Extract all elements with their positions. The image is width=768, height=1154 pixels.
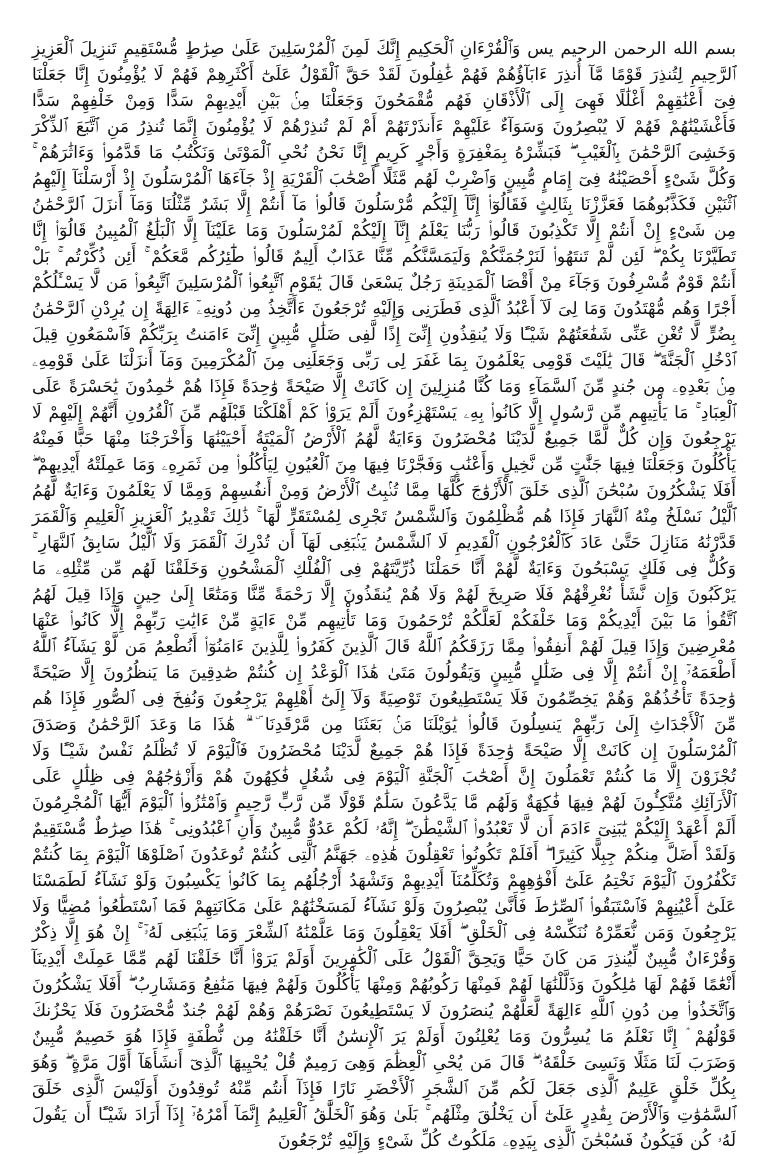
arabic-body-text: بسم الله الرحمن الرحيم يس وَٱلْقُرْءَانِ ٱلْحَكِيمِ إِنَّكَ لَمِنَ ٱلْمُرْسَلِينَ عَلَىٰ صِرَٰطٍ مُّسْتَقِيمٍ تَنزِيلَ ٱلْعَزِيزِ ٱلرَّحِيمِ لِتُنذِرَ قَوْمًا مَّآ أُنذِرَ ءَابَآؤُهُمْ فَهُمْ غَٰفِلُونَ لَقَدْ حَقَّ ٱلْقَوْلُ عَلَىٰٓ أَكْثَرِهِمْ فَهُمْ لَا يُؤْمِنُونَ إِنَّا جَعَلْنَا فِىٓ أَعْنَٰقِهِمْ أَغْلَٰلًا فَهِىَ إِلَى ٱلْأَذْقَانِ فَهُم مُّقْمَحُونَ وَجَعَلْنَا مِنۢ بَيْنِ أَيْدِيهِمْ سَدًّا وَمِنْ خَلْفِهِمْ سَدًّا فَأَغْشَيْنَٰهُمْ فَهُمْ لَا يُبْصِرُونَ وَسَوَآءٌ عَلَيْهِمْ ءَأَنذَرْتَهُمْ أَمْ لَمْ تُنذِرْهُمْ لَا يُؤْمِنُونَ إِنَّمَا تُنذِرُ مَنِ ٱتَّبَعَ ٱلذِّكْرَ وَخَشِىَ ٱلرَّحْمَٰنَ بِٱلْغَيْبِ ۖ فَبَشِّرْهُ بِمَغْفِرَةٍ وَأَجْرٍ كَرِيمٍ إِنَّا نَحْنُ نُحْىِ ٱلْمَوْتَىٰ وَنَكْتُبُ مَا قَدَّمُوا۟ وَءَاثَٰرَهُمْ ۚ وَكُلَّ شَىْءٍ أَحْصَيْنَٰهُ فِىٓ إِمَامٍ مُّبِينٍ وَٱضْرِبْ لَهُم مَّثَلًا أَصْحَٰبَ ٱلْقَرْيَةِ إِذْ جَآءَهَا ٱلْمُرْسَلُونَ إِذْ أَرْسَلْنَآ إِلَيْهِمُ ٱثْنَيْنِ فَكَذَّبُوهُمَا فَعَزَّزْنَا بِثَالِثٍ فَقَالُوٓا۟ إِنَّآ إِلَيْكُم مُّرْسَلُونَ قَالُوا۟ مَآ أَنتُمْ إِلَّا بَشَرٌ مِّثْلُنَا وَمَآ أَنزَلَ ٱلرَّحْمَٰنُ مِن شَىْءٍ إِنْ أَنتُمْ إِلَّا تَكْذِبُونَ قَالُوا۟ رَبُّنَا يَعْلَمُ إِنَّآ إِلَيْكُمْ لَمُرْسَلُونَ وَمَا عَلَيْنَآ إِلَّا ٱلْبَلَٰغُ ٱلْمُبِينُ قَالُوٓا۟ إِنَّا تَطَيَّرْنَا بِكُمْ ۖ لَئِن لَّمْ تَنتَهُوا۟ لَنَرْجُمَنَّكُمْ وَلَيَمَسَّنَّكُم مِّنَّا عَذَابٌ أَلِيمٌ قَالُوا۟ طَٰٓئِرُكُم مَّعَكُمْ ۚ أَئِن ذُكِّرْتُم ۚ بَلْ أَنتُمْ قَوْمٌ مُّسْرِفُونَ وَجَآءَ مِنْ أَقْصَا ٱلْمَدِينَةِ رَجُلٌ يَسْعَىٰ قَالَ يَٰقَوْمِ ٱتَّبِعُوا۟ ٱلْمُرْسَلِينَ ٱتَّبِعُوا۟ مَن لَّا يَسْـَٔلُكُمْ أَجْرًا وَهُم مُّهْتَدُونَ وَمَا لِىَ لَآ أَعْبُدُ ٱلَّذِى فَطَرَنِى وَإِلَيْهِ تُرْجَعُونَ ءَأَتَّخِذُ مِن دُونِهِۦٓ ءَالِهَةً إِن يُرِدْنِ ٱلرَّحْمَٰنُ بِضُرٍّ لَّا تُغْنِ عَنِّى شَفَٰعَتُهُمْ شَيْـًٔا وَلَا يُنقِذُونِ إِنِّىٓ إِذًا لَّفِى ضَلَٰلٍ مُّبِينٍ إِنِّىٓ ءَامَنتُ بِرَبِّكُمْ فَٱسْمَعُونِ قِيلَ ٱدْخُلِ ٱلْجَنَّةَ ۖ قَالَ يَٰلَيْتَ قَوْمِى يَعْلَمُونَ بِمَا غَفَرَ لِى رَبِّى وَجَعَلَنِى مِنَ ٱلْمُكْرَمِينَ وَمَآ أَنزَلْنَا عَلَىٰ قَوْمِهِۦ مِنۢ بَعْدِهِۦ مِن جُندٍ مِّنَ ٱلسَّمَآءِ وَمَا كُنَّا مُنزِلِينَ إِن كَانَتْ إِلَّا صَيْحَةً وَٰحِدَةً فَإِذَا هُمْ خَٰمِدُونَ يَٰحَسْرَةً عَلَى ٱلْعِبَادِ ۚ مَا يَأْتِيهِم مِّن رَّسُولٍ إِلَّا كَانُوا۟ بِهِۦ يَسْتَهْزِءُونَ أَلَمْ يَرَوْا۟ كَمْ أَهْلَكْنَا قَبْلَهُم مِّنَ ٱلْقُرُونِ أَنَّهُمْ إِلَيْهِمْ لَا يَرْجِعُونَ وَإِن كُلٌّ لَّمَّا جَمِيعٌ لَّدَيْنَا مُحْضَرُونَ وَءَايَةٌ لَّهُمُ ٱلْأَرْضُ ٱلْمَيْتَةُ أَحْيَيْنَٰهَا وَأَخْرَجْنَا مِنْهَا حَبًّا فَمِنْهُ يَأْكُلُونَ وَجَعَلْنَا فِيهَا جَنَّٰتٍ مِّن نَّخِيلٍ وَأَعْنَٰبٍ وَفَجَّرْنَا فِيهَا مِنَ ٱلْعُيُونِ لِيَأْكُلُوا۟ مِن ثَمَرِهِۦ وَمَا عَمِلَتْهُ أَيْدِيهِمْ ۖ أَفَلَا يَشْكُرُونَ سُبْحَٰنَ ٱلَّذِى خَلَقَ ٱلْأَزْوَٰجَ كُلَّهَا مِمَّا تُنۢبِتُ ٱلْأَرْضُ وَمِنْ أَنفُسِهِمْ وَمِمَّا لَا يَعْلَمُونَ وَءَايَةٌ لَّهُمُ ٱلَّيْلُ نَسْلَخُ مِنْهُ ٱلنَّهَارَ فَإِذَا هُم مُّظْلِمُونَ وَٱلشَّمْسُ تَجْرِى لِمُسْتَقَرٍّ لَّهَا ۚ ذَٰلِكَ تَقْدِيرُ ٱلْعَزِيزِ ٱلْعَلِيمِ وَٱلْقَمَرَ قَدَّرْنَٰهُ مَنَازِلَ حَتَّىٰ عَادَ كَٱلْعُرْجُونِ ٱلْقَدِيمِ لَا ٱلشَّمْسُ يَنۢبَغِى لَهَآ أَن تُدْرِكَ ٱلْقَمَرَ وَلَا ٱلَّيْلُ سَابِقُ ٱلنَّهَارِ ۚ وَكُلٌّ فِى فَلَكٍ يَسْبَحُونَ وَءَايَةٌ لَّهُمْ أَنَّا حَمَلْنَا ذُرِّيَّتَهُمْ فِى ٱلْفُلْكِ ٱلْمَشْحُونِ وَخَلَقْنَا لَهُم مِّن مِّثْلِهِۦ مَا يَرْكَبُونَ وَإِن نَّشَأْ نُغْرِقْهُمْ فَلَا صَرِيخَ لَهُمْ وَلَا هُمْ يُنقَذُونَ إِلَّا رَحْمَةً مِّنَّا وَمَتَٰعًا إِلَىٰ حِينٍ وَإِذَا قِيلَ لَهُمُ ٱتَّقُوا۟ مَا بَيْنَ أَيْدِيكُمْ وَمَا خَلْفَكُمْ لَعَلَّكُمْ تُرْحَمُونَ وَمَا تَأْتِيهِم مِّنْ ءَايَةٍ مِّنْ ءَايَٰتِ رَبِّهِمْ إِلَّا كَانُوا۟ عَنْهَا مُعْرِضِينَ وَإِذَا قِيلَ لَهُمْ أَنفِقُوا۟ مِمَّا رَزَقَكُمُ ٱللَّهُ قَالَ ٱلَّذِينَ كَفَرُوا۟ لِلَّذِينَ ءَامَنُوٓا۟ أَنُطْعِمُ مَن لَّوْ يَشَآءُ ٱللَّهُ أَطْعَمَهُۥٓ إِنْ أَنتُمْ إِلَّا فِى ضَلَٰلٍ مُّبِينٍ وَيَقُولُونَ مَتَىٰ هَٰذَا ٱلْوَعْدُ إِن كُنتُمْ صَٰدِقِينَ مَا يَنظُرُونَ إِلَّا صَيْحَةً وَٰحِدَةً تَأْخُذُهُمْ وَهُمْ يَخِصِّمُونَ فَلَا يَسْتَطِيعُونَ تَوْصِيَةً وَلَآ إِلَىٰٓ أَهْلِهِمْ يَرْجِعُونَ وَنُفِخَ فِى ٱلصُّورِ فَإِذَا هُم مِّنَ ٱلْأَجْدَاثِ إِلَىٰ رَبِّهِمْ يَنسِلُونَ قَالُوا۟ يَٰوَيْلَنَا مَنۢ بَعَثَنَا مِن مَّرْقَدِنَا ۜ ۗ هَٰذَا مَا وَعَدَ ٱلرَّحْمَٰنُ وَصَدَقَ ٱلْمُرْسَلُونَ إِن كَانَتْ إِلَّا صَيْحَةً وَٰحِدَةً فَإِذَا هُمْ جَمِيعٌ لَّدَيْنَا مُحْضَرُونَ فَٱلْيَوْمَ لَا تُظْلَمُ نَفْسٌ شَيْـًٔا وَلَا تُجْزَوْنَ إِلَّا مَا كُنتُمْ تَعْمَلُونَ إِنَّ أَصْحَٰبَ ٱلْجَنَّةِ ٱلْيَوْمَ فِى شُغُلٍ فَٰكِهُونَ هُمْ وَأَزْوَٰجُهُمْ فِى ظِلَٰلٍ عَلَى ٱلْأَرَآئِكِ مُتَّكِـُٔونَ لَهُمْ فِيهَا فَٰكِهَةٌ وَلَهُم مَّا يَدَّعُونَ سَلَٰمٌ قَوْلًا مِّن رَّبٍّ رَّحِيمٍ وَٱمْتَٰزُوا۟ ٱلْيَوْمَ أَيُّهَا ٱلْمُجْرِمُونَ أَلَمْ أَعْهَدْ إِلَيْكُمْ يَٰبَنِىٓ ءَادَمَ أَن لَّا تَعْبُدُوا۟ ٱلشَّيْطَٰنَ ۖ إِنَّهُۥ لَكُمْ عَدُوٌّ مُّبِينٌ وَأَنِ ٱعْبُدُونِى ۚ هَٰذَا صِرَٰطٌ مُّسْتَقِيمٌ وَلَقَدْ أَضَلَّ مِنكُمْ جِبِلًّا كَثِيرًا ۖ أَفَلَمْ تَكُونُوا۟ تَعْقِلُونَ هَٰذِهِۦ جَهَنَّمُ ٱلَّتِى كُنتُمْ تُوعَدُونَ ٱصْلَوْهَا ٱلْيَوْمَ بِمَا كُنتُمْ تَكْفُرُونَ ٱلْيَوْمَ نَخْتِمُ عَلَىٰٓ أَفْوَٰهِهِمْ وَتُكَلِّمُنَآ أَيْدِيهِمْ وَتَشْهَدُ أَرْجُلُهُم بِمَا كَانُوا۟ يَكْسِبُونَ وَلَوْ نَشَآءُ لَطَمَسْنَا عَلَىٰٓ أَعْيُنِهِمْ فَٱسْتَبَقُوا۟ ٱلصِّرَٰطَ فَأَنَّىٰ يُبْصِرُونَ وَلَوْ نَشَآءُ لَمَسَخْنَٰهُمْ عَلَىٰ مَكَانَتِهِمْ فَمَا ٱسْتَطَٰعُوا۟ مُضِيًّا وَلَا يَرْجِعُونَ وَمَن نُّعَمِّرْهُ نُنَكِّسْهُ فِى ٱلْخَلْقِ ۖ أَفَلَا يَعْقِلُونَ وَمَا عَلَّمْنَٰهُ ٱلشِّعْرَ وَمَا يَنۢبَغِى لَهُۥٓ ۚ إِنْ هُوَ إِلَّا ذِكْرٌ وَقُرْءَانٌ مُّبِينٌ لِّيُنذِرَ مَن كَانَ حَيًّا وَيَحِقَّ ٱلْقَوْلُ عَلَى ٱلْكَٰفِرِينَ أَوَلَمْ يَرَوْا۟ أَنَّا خَلَقْنَا لَهُم مِّمَّا عَمِلَتْ أَيْدِينَآ أَنْعَٰمًا فَهُمْ لَهَا مَٰلِكُونَ وَذَلَّلْنَٰهَا لَهُمْ فَمِنْهَا رَكُوبُهُمْ وَمِنْهَا يَأْكُلُونَ وَلَهُمْ فِيهَا مَنَٰفِعُ وَمَشَارِبُ ۖ أَفَلَا يَشْكُرُونَ وَٱتَّخَذُوا۟ مِن دُونِ ٱللَّهِ ءَالِهَةً لَّعَلَّهُمْ يُنصَرُونَ لَا يَسْتَطِيعُونَ نَصْرَهُمْ وَهُمْ لَهُمْ جُندٌ مُّحْضَرُونَ فَلَا يَحْزُنكَ قَوْلُهُمْ ۘ إِنَّا نَعْلَمُ مَا يُسِرُّونَ وَمَا يُعْلِنُونَ أَوَلَمْ يَرَ ٱلْإِنسَٰنُ أَنَّا خَلَقْنَٰهُ مِن نُّطْفَةٍ فَإِذَا هُوَ خَصِيمٌ مُّبِينٌ وَضَرَبَ لَنَا مَثَلًا وَنَسِىَ خَلْقَهُۥ ۖ قَالَ مَن يُحْىِ ٱلْعِظَٰمَ وَهِىَ رَمِيمٌ قُلْ يُحْيِيهَا ٱلَّذِىٓ أَنشَأَهَآ أَوَّلَ مَرَّةٍ ۖ وَهُوَ بِكُلِّ خَلْقٍ عَلِيمٌ ٱلَّذِى جَعَلَ لَكُم مِّنَ ٱلشَّجَرِ ٱلْأَخْضَرِ نَارًا فَإِذَآ أَنتُم مِّنْهُ تُوقِدُونَ أَوَلَيْسَ ٱلَّذِى خَلَقَ ٱلسَّمَٰوَٰتِ وَٱلْأَرْضَ بِقَٰدِرٍ عَلَىٰٓ أَن يَخْلُقَ مِثْلَهُم ۚ بَلَىٰ وَهُوَ ٱلْخَلَّٰقُ ٱلْعَلِيمُ إِنَّمَآ أَمْرُهُۥٓ إِذَآ أَرَادَ شَيْـًٔا أَن يَقُولَ لَهُۥ كُن فَيَكُونُ فَسُبْحَٰنَ ٱلَّذِى بِيَدِهِۦ مَلَكُوتُ كُلِّ شَىْءٍ وَإِلَيْهِ تُرْجَعُونَ: [32, 39, 736, 1151]
